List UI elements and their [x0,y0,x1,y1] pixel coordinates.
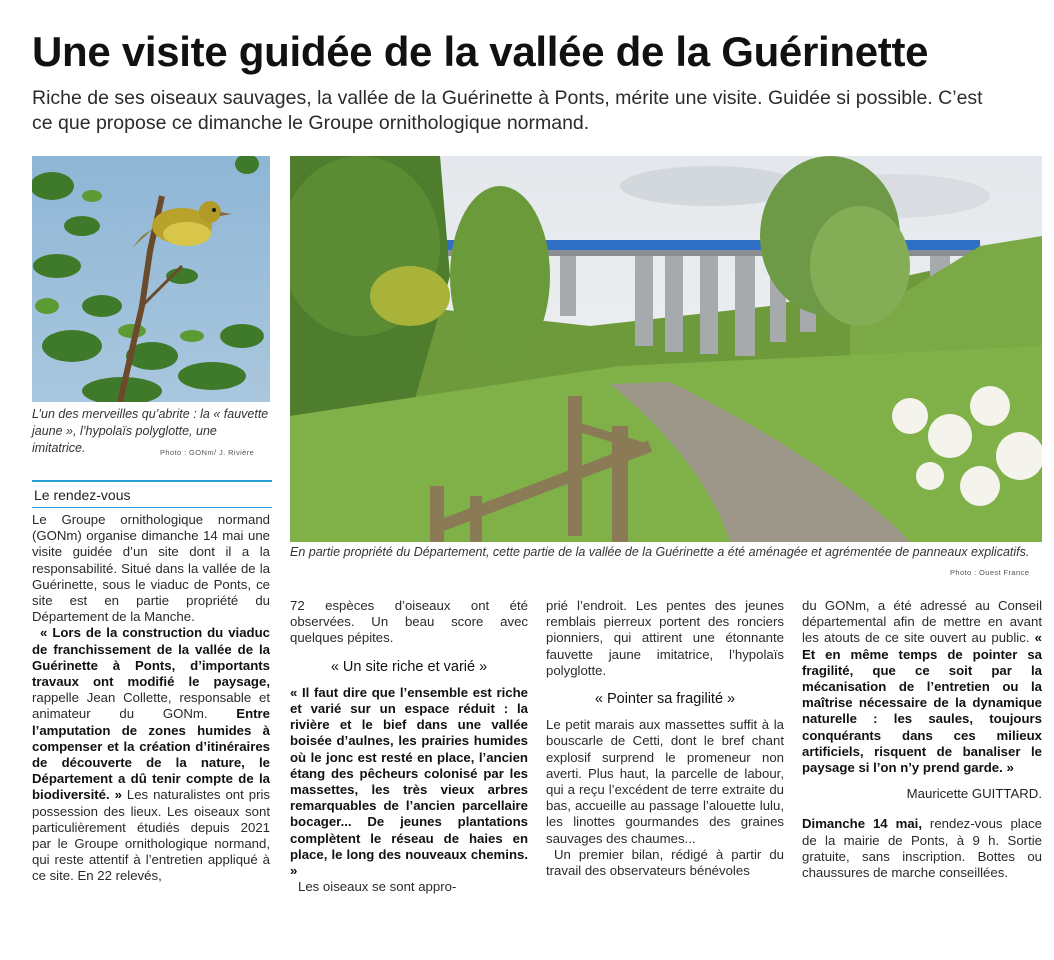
event-date: Dimanche 14 mai, [802,816,922,832]
bird-photo-credit: Photo : GONm/ J. Rivière [160,448,255,457]
col3-paragraph-1: prié l’endroit. Les pentes des jeunes remblais pierreux portent des ronciers pionniers, qui attirent une étonnante fauvette jaune imitatrice, l’hypolaïs polyglotte. [546,598,784,678]
bird-photo [32,156,270,402]
column-3 [546,598,784,879]
sidebar-text-1: rappelle Jean Collette, responsable et animateur du GONm. [32,690,270,722]
sidebar-paragraph: Le Groupe ornithologique normand (GONm) organise dimanche 14 mai une visite guidée d’un site dont il a la responsabilité. Situé dans la vallée de la Guérinette, sous le viaduc de Ponts, ce site est en partie propriété du Département de la Manche. [32,512,270,625]
sidebar-quote-1: « Lors de la construction du viaduc de franchissement de la vallée de la Guérinette à Ponts, d’importants travaux ont modifié le paysage, [32,625,270,690]
event-info [802,816,1042,881]
valley-photo-caption: En partie propriété du Département, cette partie de la vallée de la Guérinette a été aménagée et agrémentée de panneaux explicatifs. [290,545,1030,559]
sidebar-quote-paragraph [32,625,270,884]
column-2 [290,598,528,895]
sidebar-text-2: Les naturalistes ont pris possession des lieux. Les oiseaux sont particulièrement étudiés depuis 2021 par le Groupe ornithologique normand, qui reste attentif à l’entretien appliqué à ce site. En 22 relevés, [32,787,270,884]
event-details: rendez-vous place de la mairie de Ponts, à 9 h. Sortie gratuite, sans inscription. Bottes ou chaussures de marche conseillées. [802,816,1042,881]
col4-quote: « Et en même temps de pointer sa fragilité, que ce soit par la mécanisation de l’entretien ou la maîtrise nécessaire de la dynamique naturelle : les saules, toujours conquérants dans ces milieux artificiels, risquent de banaliser le paysage si l’on n’y prend garde. » [802,630,1042,776]
valley-illustration [290,156,1042,542]
column-rendez-vous [32,512,270,885]
bird-photo-caption: L’un des merveilles qu’abrite : la « fauvette jaune », l’hypolaïs polyglotte, une imitatrice. [32,407,269,455]
standfirst: Riche de ses oiseaux sauvages, la vallée de la Guérinette à Ponts, mérite une visite. Guidée si possible. C’est ce que propose ce dimanche le Groupe ornithologique normand. [32,87,983,134]
sidebar-quote-2: Entre l’amputation de zones humides à compenser et la création d’itinéraires de découverte de la nature, le Département a dû tenir compte de la biodiversité. » [32,706,270,803]
column-4 [802,598,1042,881]
col2-subhead: « Un site riche et varié » [330,658,488,675]
author-signature: Mauricette GUITTARD. [906,786,1042,802]
rendez-vous-title: Le rendez-vous [32,480,272,508]
col2-paragraph-1: 72 espèces d’oiseaux ont été observées. Un beau score avec quelques pépites. [290,598,528,646]
valley-photo-credit: Photo : Ouest France [950,568,1030,577]
valley-photo [290,156,1042,542]
bird-illustration [32,156,270,402]
col4-paragraph-1: du GONm, a été adressé au Conseil départemental afin de mettre en avant les atouts de ce site ouvert au public. « Et en même temps de pointer sa fragilité, que ce soit par la mécanisation de l’entretien ou la maîtrise nécessaire de la dynamique naturelle : les saules, toujours conquérants dans ces milieux artificiels, risquent de banaliser le paysage si l’on n’y prend garde. » [802,598,1042,776]
col2-paragraph-2: Les oiseaux se sont appro- [298,879,457,895]
col3-paragraph-3: Un premier bilan, rédigé à partir du travail des observateurs bénévoles [546,846,784,879]
col3-subhead: « Pointer sa fragilité » [594,691,736,708]
col2-quote: « Il faut dire que l’ensemble est riche et varié sur un espace réduit : la rivière et le bief dans une vallée boisée d’aulnes, les prairies humides où le jonc est resté en place, l’ancien étang des pêcheurs colonisé par les massettes, les très vieux arbres remarquables de l’ancien parcellaire bocager... De jeunes plantations complètent le réseau de haies en place, le long des nouveaux chemins. » [290,684,528,879]
headline: Une visite guidée de la vallée de la Guérinette [32,28,929,75]
col3-paragraph-2: Le petit marais aux massettes suffit à la bouscarle de Cetti, dont le bref chant explosif surprend le promeneur non averti. Plus haut, la parcelle de labour, qui a reçu l’excédent de terre extraite du bas, accueille au passage l’alouette lulu, les linottes gourmandes des graines sauvages des chaumes... [546,717,784,846]
